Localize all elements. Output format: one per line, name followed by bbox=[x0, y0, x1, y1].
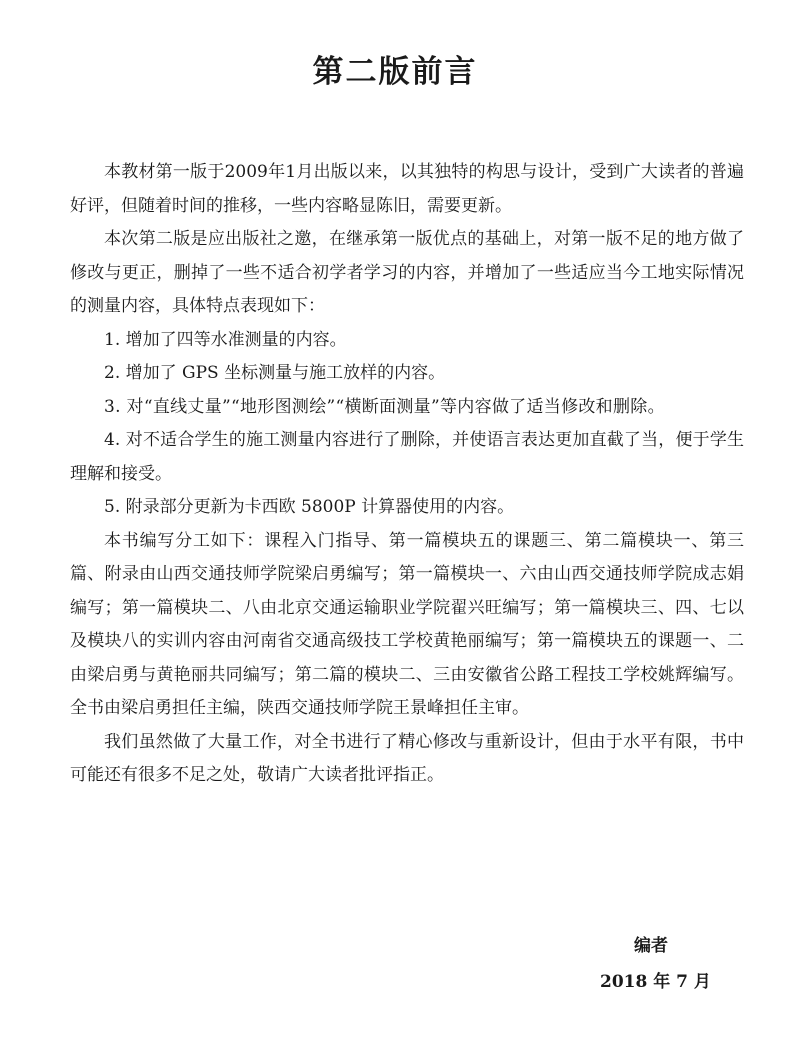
preface-body bbox=[70, 156, 744, 793]
list-item-4: 4. 对不适合学生的施工测量内容进行了删除，并使语言表达更加直截了当，便于学生理解和接受。 bbox=[70, 430, 744, 484]
paragraph-revision: 本次第二版是应出版社之邀，在继承第一版优点的基础上，对第一版不足的地方做了修改与更正，删掉了一些不适合初学者学习的内容，并增加了一些适应当今工地实际情况的测量内容，具体特点表现如下： bbox=[70, 229, 744, 316]
paragraph-authorship: 本书编写分工如下：课程入门指导、第一篇模块五的课题三、第二篇模块一、第三篇、附录由山西交通技师学院梁启勇编写；第一篇模块一、六由山西交通技师学院成志娟编写；第一篇模块二、八由北京交通运输职业学院翟兴旺编写；第一篇模块三、四、七以及模块八的实训内容由河南省交通高级技工学校黄艳丽编写；第一篇模块五的课题一、二由梁启勇与黄艳丽共同编写；第二篇的模块二、三由安徽省公路工程技工学校姚辉编写。全书由梁启勇担任主编，陕西交通技师学院王景峰担任主审。 bbox=[70, 530, 744, 718]
list-item-1: 1. 增加了四等水准测量的内容。 bbox=[104, 329, 347, 350]
list-item-5: 5. 附录部分更新为卡西欧 5800P 计算器使用的内容。 bbox=[104, 497, 515, 517]
signature-author: 编者 bbox=[634, 936, 668, 956]
page-title: 第二版前言 bbox=[312, 54, 478, 90]
paragraph-intro: 本教材第一版于2009年1月出版以来，以其独特的构思与设计，受到广大读者的普遍好评，但随着时间的推移，一些内容略显陈旧，需要更新。 bbox=[70, 162, 744, 216]
list-item-2: 2. 增加了 GPS 坐标测量与施工放样的内容。 bbox=[104, 363, 446, 383]
paragraph-closing: 我们虽然做了大量工作，对全书进行了精心修改与重新设计，但由于水平有限，书中可能还有很多不足之处，敬请广大读者批评指正。 bbox=[70, 731, 744, 785]
list-item-3: 3. 对“直线丈量”“地形图测绘”“横断面测量”等内容做了适当修改和删除。 bbox=[104, 396, 665, 417]
signature-date: 2018 年 7 月 bbox=[600, 972, 711, 992]
